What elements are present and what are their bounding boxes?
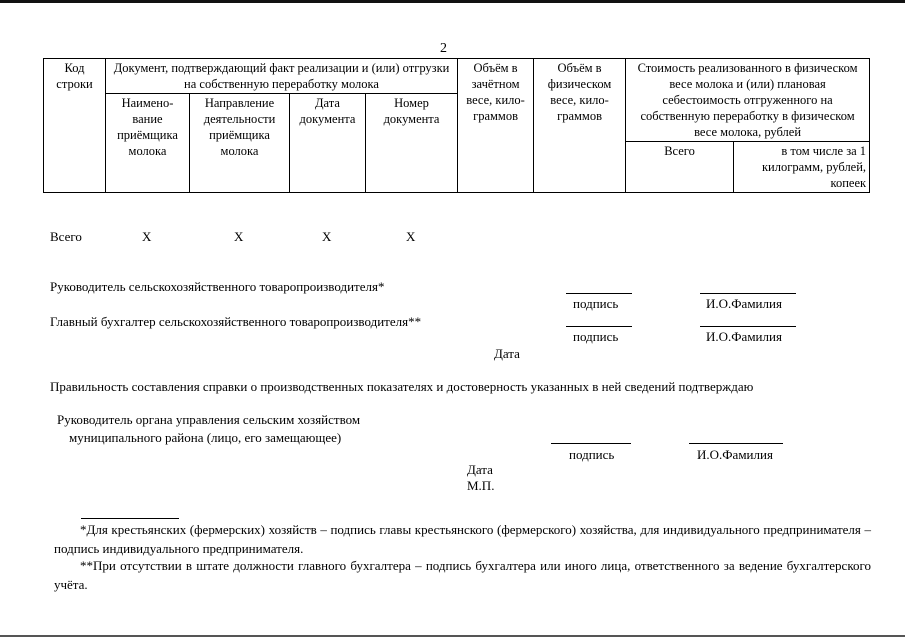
footnote-1: *Для крестьянских (фермерских) хозяйств – подпись главы крестьянского (фермерского) хозяйства, для индивидуального предпринимателя – подпись индивидуального предпринимателя. [54, 522, 871, 556]
header-cost-per-kg: в том числе за 1 килограмм, рублей, копеек [734, 142, 870, 193]
accountant-name-caption: И.О.Фамилия [706, 329, 782, 344]
header-code: Код строки [44, 59, 106, 193]
header-doc-direction: Направление деятельности приёмщика молока [190, 94, 290, 193]
municipal-head-line1: Руководитель органа управления сельским хозяйством [57, 412, 361, 427]
header-doc-number: Номер документа [366, 94, 458, 193]
head-name-line [700, 293, 796, 294]
total-row-label: Всего [50, 229, 82, 244]
total-mark-doc-name: Х [142, 229, 152, 244]
total-mark-doc-number: Х [406, 229, 416, 244]
scan-edge-bottom [0, 635, 905, 637]
municipal-signature-line [551, 443, 631, 444]
confirmation-text: Правильность составления справки о производственных показателях и достоверность указанных в ней сведений подтверждаю [50, 379, 754, 394]
footnote-2: **При отсутствии в штате должности главного бухгалтера – подпись бухгалтера или иного лица, ответственного за ведение бухгалтерского учёта. [54, 558, 871, 592]
total-mark-doc-date: Х [322, 229, 332, 244]
signatures-date-label: Дата [494, 346, 520, 361]
municipal-head-line2: муниципального района (лицо, его замещающее) [69, 430, 342, 445]
municipal-name-caption: И.О.Фамилия [697, 447, 773, 462]
scan-edge-top [0, 0, 905, 3]
header-doc-date: Дата документа [290, 94, 366, 193]
municipal-date-label: Дата [467, 462, 493, 477]
municipal-signature-caption: подпись [569, 447, 615, 462]
head-producer-label: Руководитель сельскохозяйственного товаропроизводителя* [50, 279, 385, 294]
header-document-group: Документ, подтверждающий факт реализации и (или) отгрузки на собственную переработку молока [106, 59, 458, 94]
accountant-signature-line [566, 326, 632, 327]
head-signature-caption: подпись [573, 296, 619, 311]
total-mark-doc-direction: Х [234, 229, 244, 244]
accountant-signature-caption: подпись [573, 329, 619, 344]
footnote-separator [81, 518, 179, 519]
report-table [43, 58, 870, 193]
chief-accountant-label: Главный бухгалтер сельскохозяйственного товаропроизводителя** [50, 314, 422, 329]
head-name-caption: И.О.Фамилия [706, 296, 782, 311]
head-signature-line [566, 293, 632, 294]
header-doc-name: Наимено-вание приёмщика молока [106, 94, 190, 193]
header-volume-physical: Объём в физическом весе, кило-граммов [534, 59, 626, 193]
accountant-name-line [700, 326, 796, 327]
seal-label: М.П. [467, 478, 495, 493]
municipal-name-line [689, 443, 783, 444]
header-volume-credit: Объём в зачётном весе, кило-граммов [458, 59, 534, 193]
header-cost-group: Стоимость реализованного в физическом весе молока и (или) плановая себестоимость отгруженного на собственную переработку в физическом весе молока, рублей [626, 59, 870, 142]
page-number: 2 [440, 41, 447, 56]
header-cost-total: Всего [626, 142, 734, 193]
